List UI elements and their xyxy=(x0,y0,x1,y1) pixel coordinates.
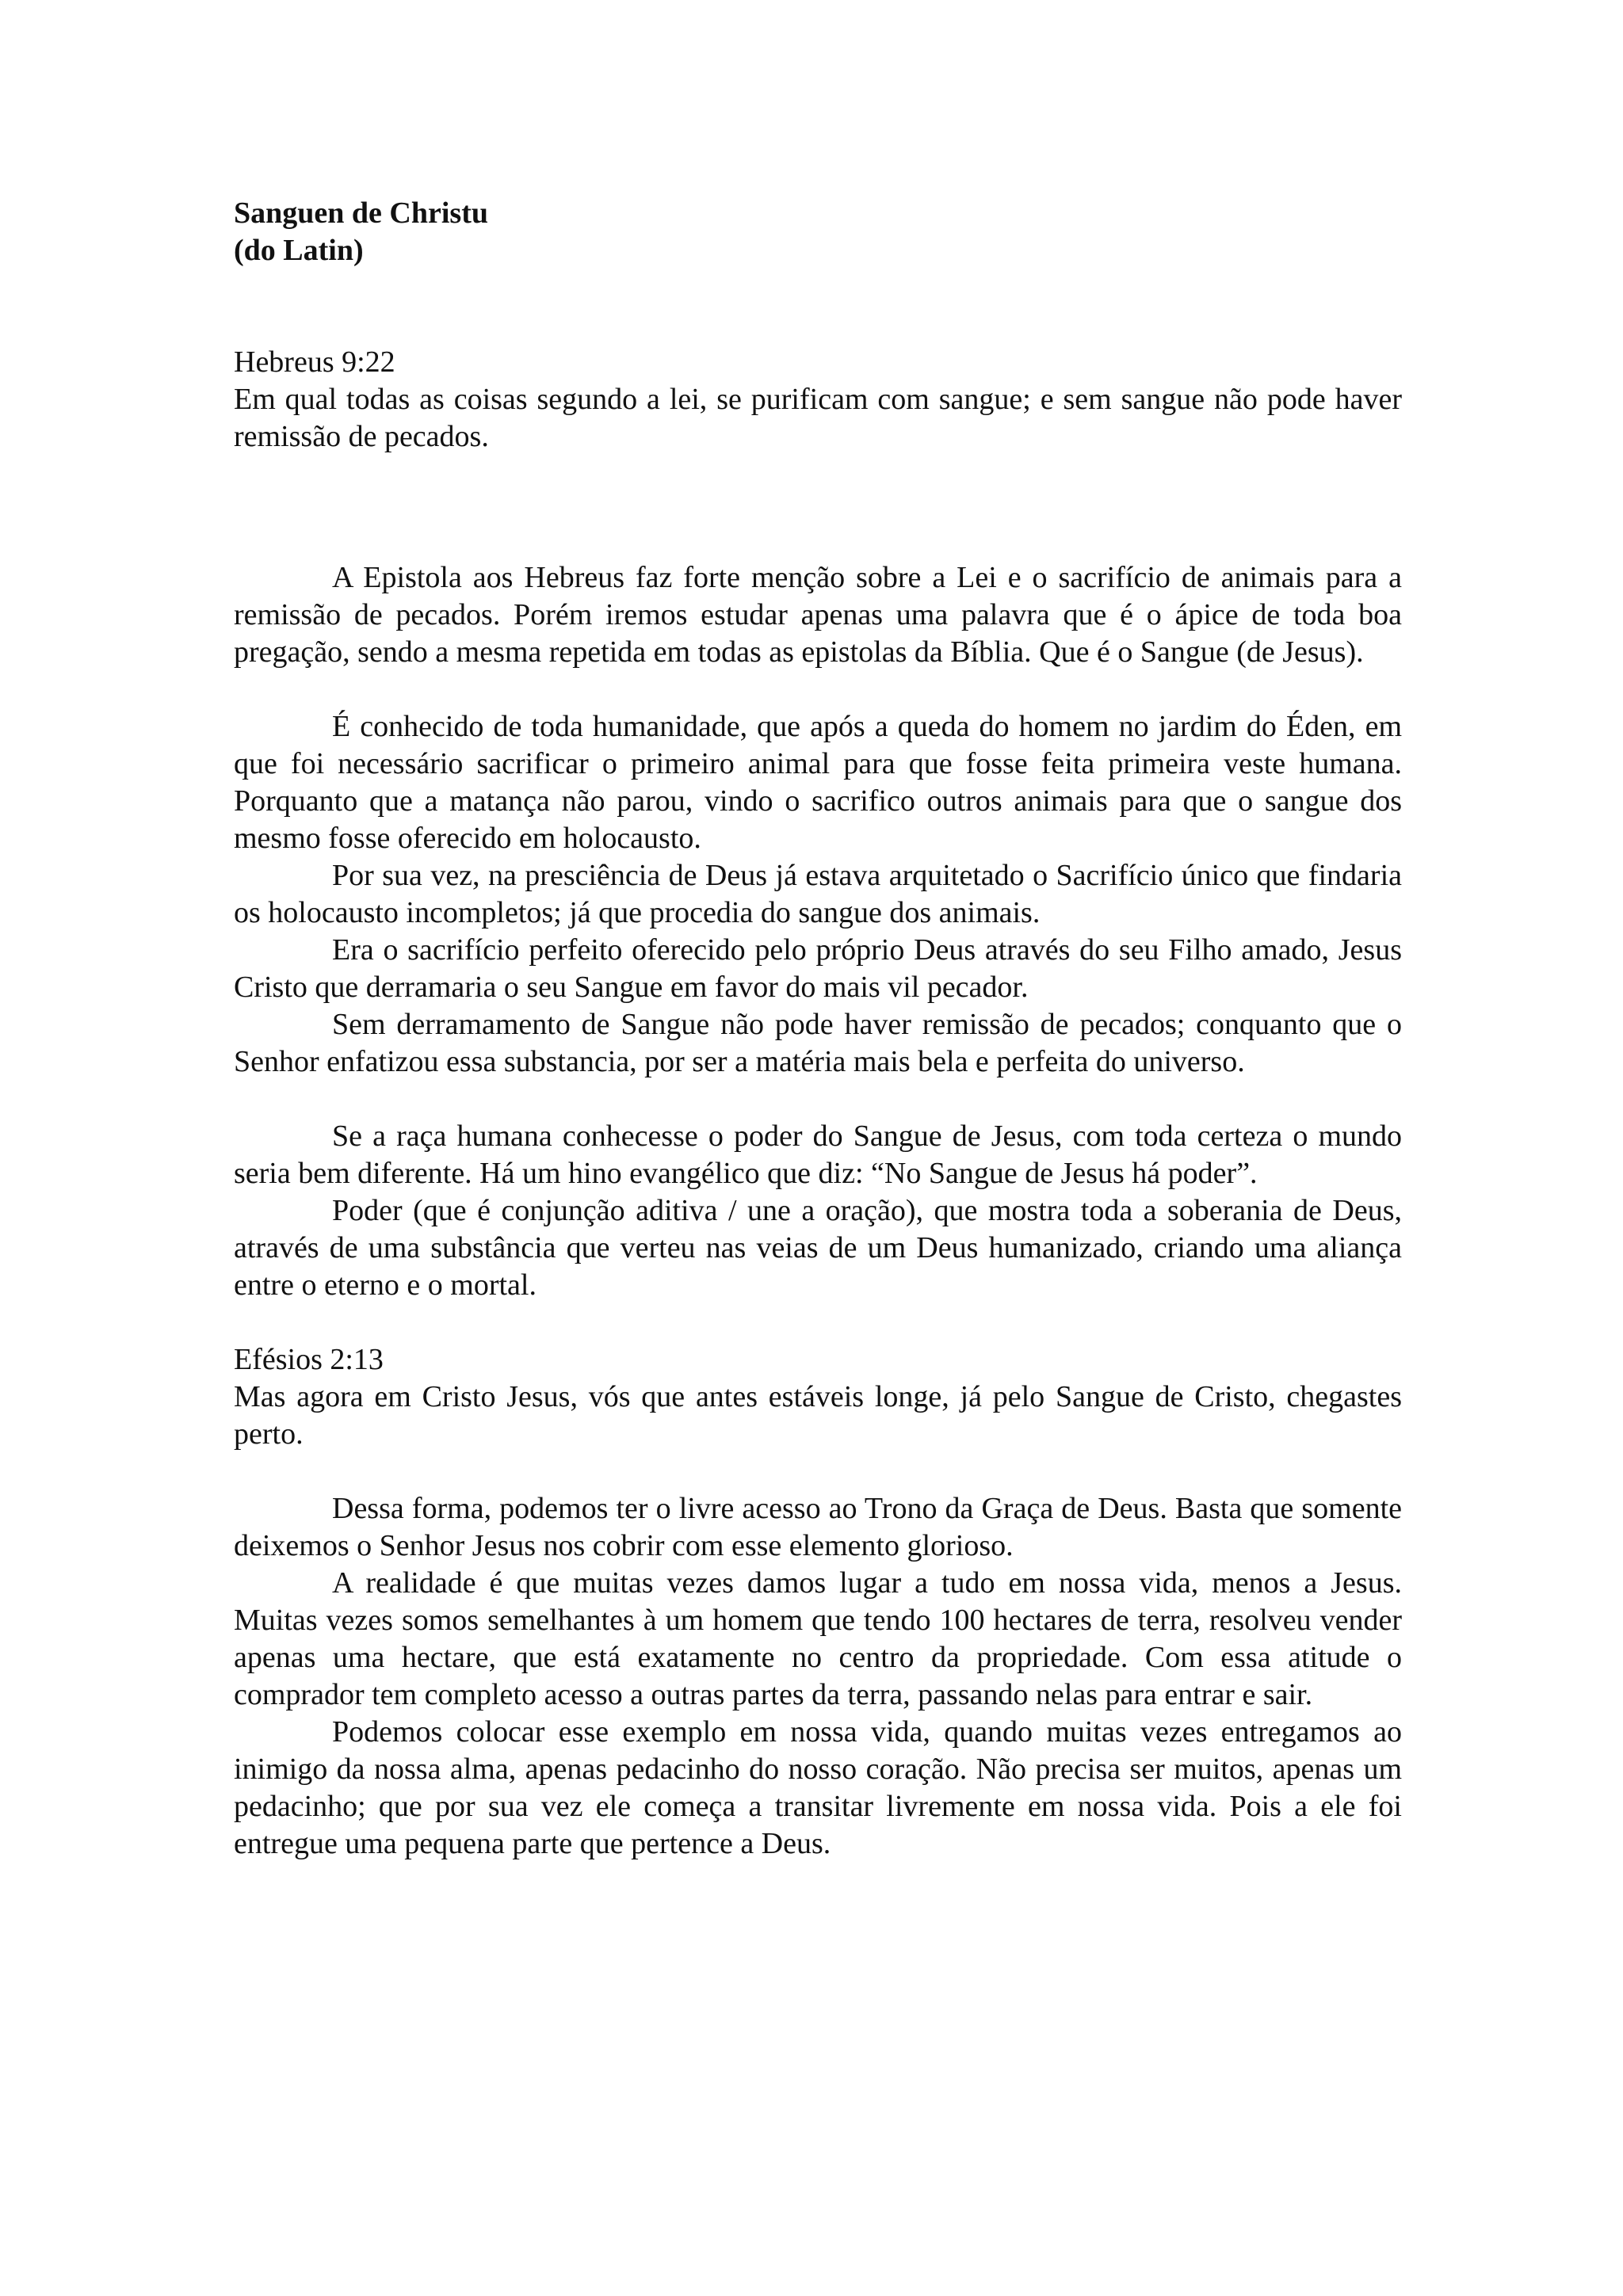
paragraph: É conhecido de toda humanidade, que após a queda do homem no jardim do Éden, em que foi necessário sacrificar o primeiro animal para que fosse feita primeira veste humana. Porquanto que a matança não parou, vindo o sacrifico outros animais para que o sangue dos mesmo fosse oferecido em holocausto. xyxy=(234,710,1402,855)
verse-reference-hebrews: Hebreus 9:22 xyxy=(234,345,395,379)
spacer xyxy=(234,269,1402,344)
paragraph: Sem derramamento de Sangue não pode haver remissão de pecados; conquanto que o Senhor enfatizou essa substancia, por ser a matéria mais bela e perfeita do universo. xyxy=(234,1008,1402,1078)
spacer xyxy=(234,1304,1402,1341)
spacer xyxy=(234,1453,1402,1490)
document-title: Sanguen de Christu xyxy=(234,196,488,230)
paragraph: Se a raça humana conhecesse o poder do Sangue de Jesus, com toda certeza o mundo seria bem diferente. Há um hino evangélico que diz: “No Sangue de Jesus há poder”. xyxy=(234,1119,1402,1190)
paragraph: A Epistola aos Hebreus faz forte menção sobre a Lei e o sacrifício de animais para a remissão de pecados. Porém iremos estudar apenas uma palavra que é o ápice de toda boa pregação, sendo a mesma repetida em todas as epistolas da Bíblia. Que é o Sangue (de Jesus). xyxy=(234,561,1402,669)
spacer xyxy=(234,456,1402,559)
document-subtitle: (do Latin) xyxy=(234,234,364,267)
paragraph: Era o sacrifício perfeito oferecido pelo próprio Deus através do seu Filho amado, Jesus Cristo que derramaria o seu Sangue em favor do mais vil pecador. xyxy=(234,933,1402,1004)
verse-text-ephesians: Mas agora em Cristo Jesus, vós que antes estáveis longe, já pelo Sangue de Cristo, chegastes perto. xyxy=(234,1380,1402,1451)
paragraph: Poder (que é conjunção aditiva / une a oração), que mostra toda a soberania de Deus, através de uma substância que verteu nas veias de um Deus humanizado, criando uma aliança entre o eterno e o mortal. xyxy=(234,1194,1402,1302)
document-body xyxy=(234,195,1402,1863)
paragraph: Podemos colocar esse exemplo em nossa vida, quando muitas vezes entregamos ao inimigo da nossa alma, apenas pedacinho do nosso coração. Não precisa ser muitos, apenas um pedacinho; que por sua vez ele começa a transitar livremente em nossa vida. Pois a ele foi entregue uma pequena parte que pertence a Deus. xyxy=(234,1715,1402,1860)
spacer xyxy=(234,1081,1402,1118)
spacer xyxy=(234,671,1402,708)
paragraph: A realidade é que muitas vezes damos lugar a tudo em nossa vida, menos a Jesus. Muitas vezes somos semelhantes à um homem que tendo 100 hectares de terra, resolveu vender apenas uma hectare, que está exatamente no centro da propriedade. Com essa atitude o comprador tem completo acesso a outras partes da terra, passando nelas para entrar e sair. xyxy=(234,1566,1402,1711)
paragraph: Por sua vez, na presciência de Deus já estava arquitetado o Sacrifício único que findaria os holocausto incompletos; já que procedia do sangue dos animais. xyxy=(234,859,1402,929)
verse-text-hebrews: Em qual todas as coisas segundo a lei, se purificam com sangue; e sem sangue não pode haver remissão de pecados. xyxy=(234,383,1402,453)
verse-reference-ephesians: Efésios 2:13 xyxy=(234,1343,384,1376)
paragraph: Dessa forma, podemos ter o livre acesso ao Trono da Graça de Deus. Basta que somente deixemos o Senhor Jesus nos cobrir com esse elemento glorioso. xyxy=(234,1492,1402,1562)
